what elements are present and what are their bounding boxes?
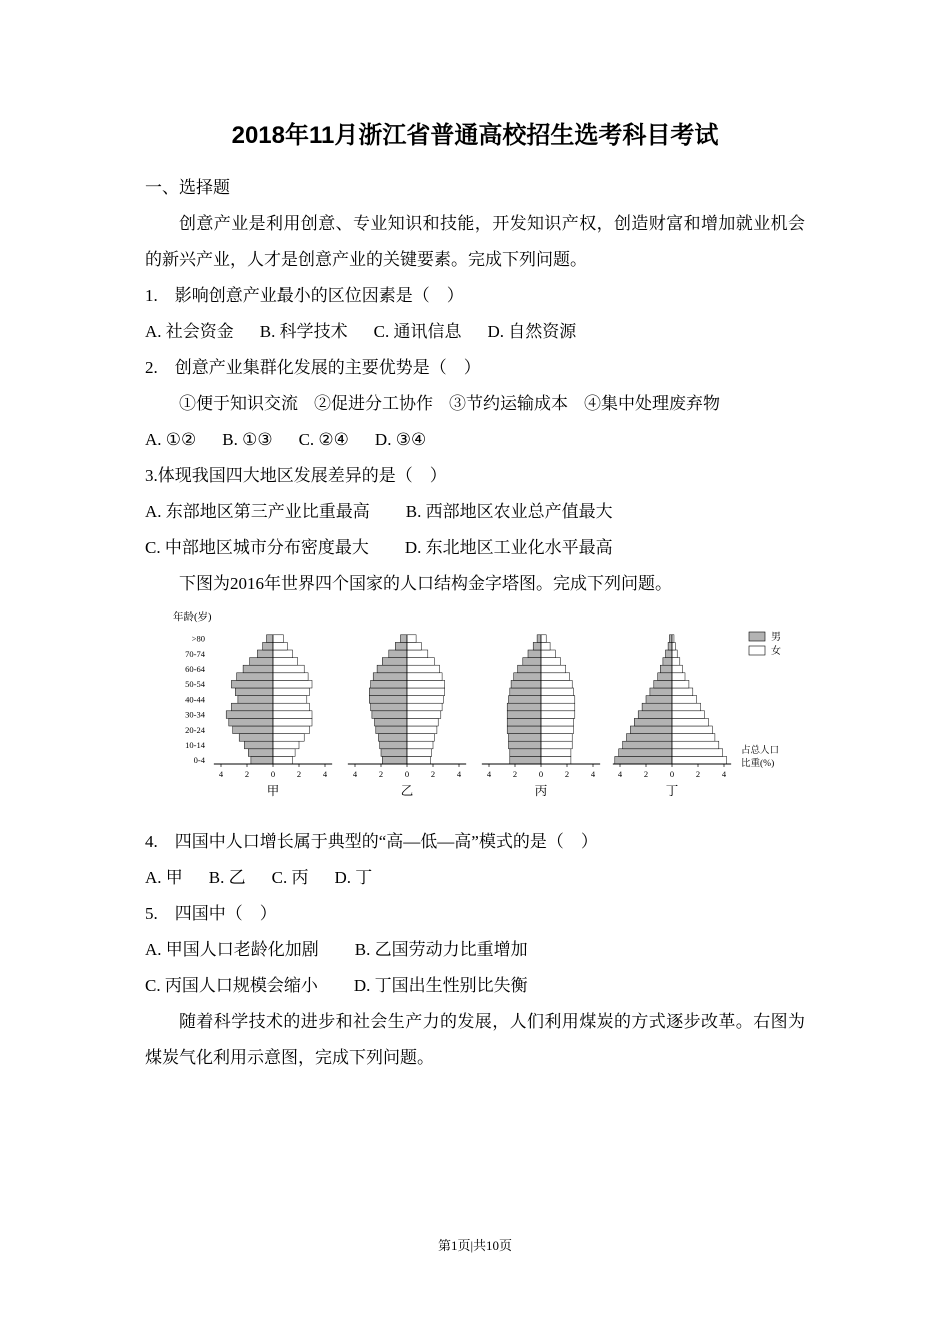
question-5-stem: 5. 四国中（ ） [145,904,277,923]
svg-text:0: 0 [538,769,544,779]
section-heading: 一、选择题 [145,178,230,197]
svg-text:比重(%): 比重(%) [741,759,775,769]
svg-text:2: 2 [643,769,649,779]
question-4-options [145,860,805,896]
question-2-sub-item-2: ②促进分工协作 [314,394,433,413]
question-1-option-a: A. 社会资金 [145,322,234,341]
question-1-stem-post: 的区位因素是（ ） [310,286,464,305]
svg-text:4: 4 [486,769,492,779]
pyramid-丁 [613,635,731,798]
question-5-option-c: C. 丙国人口规模会缩小 [145,976,318,995]
svg-text:20-24: 20-24 [185,724,205,735]
population-pyramid-figure [145,606,805,812]
svg-text:丙: 丙 [534,784,548,798]
question-4-stem: 4. 四国中人口增长属于典型的“高—低—高”模式的是（ ） [145,832,598,851]
svg-text:60-64: 60-64 [185,664,205,674]
svg-text:4: 4 [721,769,727,779]
intro-paragraph-creative-industry: 创意产业是利用创意、专业知识和技能，开发知识产权，创造财富和增加就业机会的新兴产业，人才是创意产业的关键要素。完成下列问题。 [145,214,805,269]
svg-text:0: 0 [270,769,276,779]
svg-text:丁: 丁 [665,784,679,798]
question-5-option-b: B. 乙国劳动力比重增加 [354,940,528,959]
question-3-options-row-1 [145,494,805,530]
pyramid-丙 [482,635,600,798]
svg-text:0: 0 [669,769,675,779]
svg-text:0: 0 [404,769,410,779]
svg-text:4: 4 [617,769,623,779]
svg-text:男: 男 [771,632,781,643]
svg-text:4: 4 [218,769,224,779]
svg-text:2: 2 [378,769,384,779]
question-3-options-row-2 [145,530,805,566]
question-4-option-c: C. 丙 [271,868,309,887]
svg-text:0-4: 0-4 [193,755,205,766]
svg-text:2: 2 [564,769,570,779]
question-1-option-d: D. 自然资源 [487,322,577,341]
page-footer: 第1页|共10页 [437,1238,513,1253]
question-2-sub-item-3: ③节约运输成本 [449,394,568,413]
question-2-sub-items [145,386,805,422]
exam-title: 2018年11月浙江省普通高校招生选考科目考试 [231,122,719,149]
question-1-emphasized-text: ·· 最小 [277,286,311,305]
question-5-options-row-2 [145,968,805,1004]
question-2-option-d: D. ③④ [374,430,427,449]
svg-text:2: 2 [244,769,250,779]
question-2-option-a: A. ①② [145,430,197,449]
svg-text:2: 2 [296,769,302,779]
question-2-sub-item-1: ①便于知识交流 [179,394,298,413]
question-4-option-a: A. 甲 [145,868,183,887]
question-3-option-c: C. 中部地区城市分布密度最大 [145,538,369,557]
question-1-option-b: B. 科学技术 [259,322,348,341]
pyramid-甲 [214,635,332,798]
question-3-stem: 3.体现我国四大地区发展差异的是（ ） [145,466,447,485]
question-1-options [145,314,805,350]
question-5-option-a: A. 甲国人口老龄化加剧 [145,940,319,959]
question-4-option-b: B. 乙 [208,868,246,887]
question-1-option-c: C. 通讯信息 [373,322,462,341]
svg-text:4: 4 [352,769,358,779]
svg-text:4: 4 [590,769,596,779]
svg-text:4: 4 [322,769,328,779]
svg-text:甲: 甲 [266,784,280,798]
svg-text:4: 4 [456,769,462,779]
question-3-option-b: B. 西部地区农业总产值最大 [405,502,613,521]
question-2-option-b: B. ①③ [222,430,273,449]
question-1-stem [145,278,805,314]
chart-legend [749,631,781,657]
svg-text:70-74: 70-74 [185,648,205,659]
svg-text:30-34: 30-34 [185,709,205,720]
question-3-option-a: A. 东部地区第三产业比重最高 [145,502,370,521]
pyramid-乙 [348,635,466,798]
svg-text:年龄(岁): 年龄(岁) [173,612,212,623]
intro-paragraph-coal: 随着科学技术的进步和社会生产力的发展，人们利用煤炭的方式逐步改革。右图为煤炭气化利用示意图，完成下列问题。 [145,1012,805,1067]
question-2-sub-item-4: ④集中处理废弃物 [584,394,720,413]
svg-text:>80: >80 [191,633,205,644]
svg-text:乙: 乙 [400,784,414,798]
svg-text:10-14: 10-14 [185,740,205,750]
svg-text:2: 2 [695,769,701,779]
svg-text:2: 2 [512,769,518,779]
svg-text:2: 2 [430,769,436,779]
question-5-options-row-1 [145,932,805,968]
question-3-option-d: D. 东北地区工业化水平最高 [404,538,613,557]
question-2-stem: 2. 创意产业集群化发展的主要优势是（ ） [145,358,481,377]
svg-text:50-54: 50-54 [185,679,205,690]
question-5-option-d: D. 丁国出生性别比失衡 [353,976,528,995]
svg-text:40-44: 40-44 [185,694,205,705]
question-4-option-d: D. 丁 [334,868,373,887]
question-2-options [145,422,805,458]
svg-text:占总人口: 占总人口 [741,746,780,756]
svg-text:女: 女 [771,646,781,657]
intro-paragraph-pyramid: 下图为2016年世界四个国家的人口结构金字塔图。完成下列问题。 [179,574,672,593]
question-2-option-c: C. ②④ [298,430,349,449]
population-pyramid-chart [145,606,805,812]
question-1-stem-pre: 1. 影响创意产业 [145,286,277,305]
